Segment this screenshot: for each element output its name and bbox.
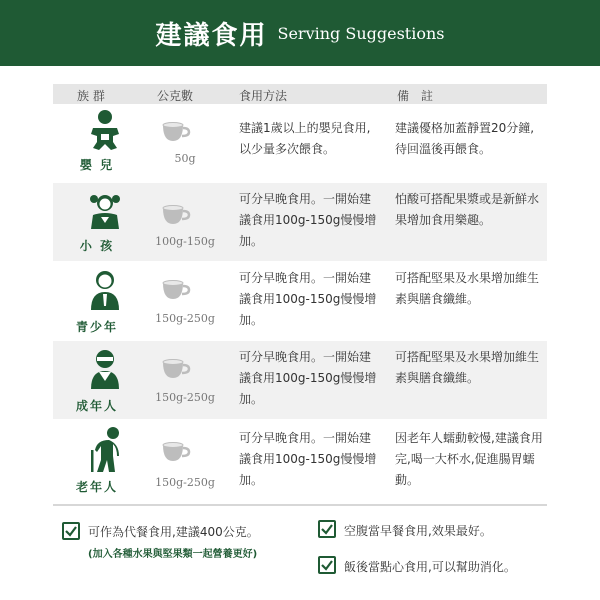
grams-value: 100g-150g bbox=[155, 235, 215, 248]
elder-icon bbox=[83, 426, 127, 474]
note-text: 怕酸可搭配果漿或是新鮮水果增加食用樂趣。 bbox=[395, 192, 540, 227]
note-text: 可搭配堅果及水果增加維生素與膳食纖維。 bbox=[395, 271, 540, 306]
cup-icon bbox=[161, 280, 191, 302]
serving-table bbox=[53, 84, 547, 506]
note-text: 可搭配堅果及水果增加維生素與膳食纖維。 bbox=[395, 350, 540, 385]
col-note: 備 註 bbox=[397, 89, 434, 103]
note-text: 因老年人蠕動較慢,建議食用完,喝一大杯水,促進腸胃蠕動。 bbox=[395, 431, 543, 487]
page-subtitle: Serving Suggestions bbox=[277, 23, 445, 43]
checkbox-icon bbox=[318, 556, 336, 574]
table-header bbox=[53, 84, 547, 104]
method-text: 建議1歲以上的嬰兒食用,以少量多次餵食。 bbox=[239, 121, 371, 156]
grams-value: 50g bbox=[174, 152, 196, 165]
col-group: 族 群 bbox=[77, 89, 105, 103]
child-icon bbox=[83, 191, 127, 235]
infant-icon bbox=[83, 108, 127, 152]
col-grams: 公克數 bbox=[157, 89, 194, 103]
cup-icon bbox=[161, 205, 191, 227]
cup-icon bbox=[161, 122, 191, 144]
table-row bbox=[53, 183, 547, 262]
col-method: 食用方法 bbox=[239, 89, 288, 103]
group-label: 小 孩 bbox=[79, 239, 115, 253]
table-row bbox=[53, 420, 547, 506]
tip-meal-replacement: 可作為代餐食用,建議400公克。 bbox=[88, 525, 259, 539]
cup-icon bbox=[161, 359, 191, 381]
checkbox-icon bbox=[62, 522, 80, 540]
grams-value: 150g-250g bbox=[155, 391, 215, 404]
table-row bbox=[53, 262, 547, 341]
group-label: 嬰 兒 bbox=[79, 158, 115, 172]
grams-value: 150g-250g bbox=[155, 476, 215, 489]
method-text: 可分早晚食用。一開始建議食用100g-150g慢慢增加。 bbox=[239, 192, 377, 248]
adult-icon bbox=[83, 349, 127, 393]
page-title: 建議食用 bbox=[155, 20, 268, 51]
group-label: 青少年 bbox=[75, 320, 118, 334]
tip-note: (加入各種水果與堅果類一起營養更好) bbox=[88, 549, 258, 560]
grams-value: 150g-250g bbox=[155, 312, 215, 325]
table-row bbox=[53, 104, 547, 183]
checkbox-icon bbox=[318, 520, 336, 538]
banner-header bbox=[0, 0, 600, 66]
tip-breakfast: 空腹當早餐食用,效果最好。 bbox=[344, 524, 492, 538]
group-label: 成年人 bbox=[75, 399, 118, 413]
tip-dessert: 飯後當點心食用,可以幫助消化。 bbox=[344, 560, 516, 574]
method-text: 可分早晚食用。一開始建議食用100g-150g慢慢增加。 bbox=[239, 271, 377, 327]
cup-icon bbox=[161, 442, 191, 464]
method-text: 可分早晚食用。一開始建議食用100g-150g慢慢增加。 bbox=[239, 431, 377, 487]
tips-section bbox=[0, 510, 600, 600]
method-text: 可分早晚食用。一開始建議食用100g-150g慢慢增加。 bbox=[239, 350, 377, 406]
teen-icon bbox=[83, 270, 127, 314]
group-label: 老年人 bbox=[75, 480, 118, 494]
table-row bbox=[53, 341, 547, 420]
note-text: 建議優格加蓋靜置20分鐘,待回溫後再餵食。 bbox=[395, 121, 535, 156]
